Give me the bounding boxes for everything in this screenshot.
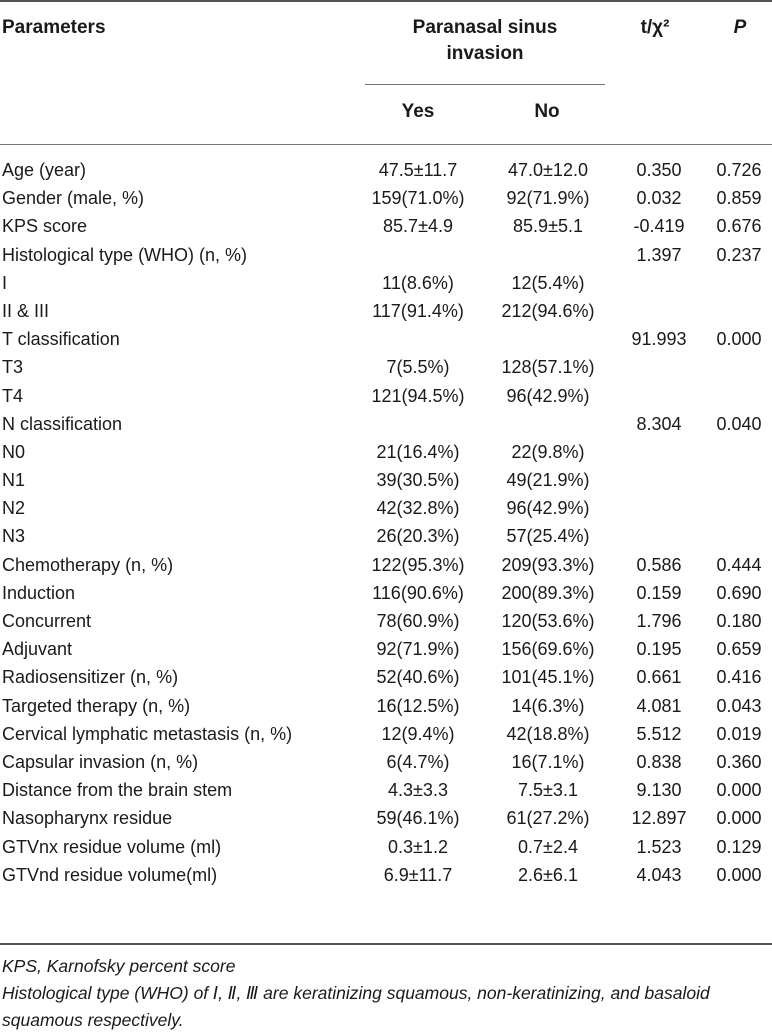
cell-parameter: Chemotherapy (n, %) [2,554,174,575]
cell-p-value: 0.360 [716,751,762,772]
table-row [0,833,772,861]
cell-no: 96(42.9%) [506,498,590,519]
cell-parameter: KPS score [2,216,88,237]
cell-parameter: Adjuvant [2,639,73,660]
cell-yes: 78(60.9%) [376,611,460,631]
cell-no: 49(21.9%) [506,470,590,491]
cell-statistic: 8.304 [636,413,682,434]
cell-no: 7.5±3.1 [518,780,578,801]
cell-p-value: 0.416 [716,667,762,688]
cell-no: 0.7±2.4 [518,836,578,857]
cell-no: 16(7.1%) [511,751,585,772]
table-row [0,325,772,353]
cell-statistic: -0.419 [633,216,685,237]
cell-yes: 117(91.4%) [372,300,464,321]
cell-yes: 159(71.0%) [371,188,465,209]
cell-no: 96(42.9%) [506,385,590,406]
cell-p-value: 0.043 [716,695,762,716]
header-yes: Yes [401,101,435,122]
cell-statistic: 4.081 [636,695,682,716]
table-row [0,494,772,522]
cell-statistic: 12.897 [631,808,687,829]
header-paranasal-sinus-invasion: Paranasal sinus invasion [412,17,558,64]
cell-yes: 12(9.4%) [381,723,455,744]
table-row [0,241,772,269]
cell-parameter: Nasopharynx residue [2,808,173,829]
cell-yes: 6(4.7%) [386,751,450,772]
cell-p-value: 0.444 [716,554,762,575]
cell-no: 42(18.8%) [506,723,590,744]
cell-p-value: 0.726 [716,160,762,180]
cell-yes: 121(94.5%) [371,385,465,406]
cell-parameter: T3 [2,357,24,378]
cell-parameter: N classification [2,413,123,434]
cell-parameter: Gender (male, %) [2,188,145,209]
cell-yes: 4.3±3.3 [388,780,448,801]
table-row [0,156,772,184]
cell-parameter: N1 [2,470,26,491]
cell-statistic: 4.043 [636,864,682,885]
cell-parameter: N2 [2,498,26,519]
header-p-value: P [733,17,747,38]
cell-no: 128(57.1%) [501,357,595,378]
cell-parameter: Age (year) [2,160,87,180]
cell-p-value: 0.000 [716,808,762,829]
cell-yes: 16(12.5%) [376,695,460,716]
cell-p-value: 0.000 [716,864,762,885]
cell-yes: 0.3±1.2 [388,836,448,857]
cell-no: 61(27.2%) [506,808,590,829]
cell-p-value: 0.659 [716,639,762,660]
cell-yes: 7(5.5%) [386,357,450,378]
table-row [0,382,772,410]
table-row [0,861,772,889]
cell-yes: 6.9±11.7 [383,864,453,885]
cell-no: 47.0±12.0 [508,160,588,180]
cell-statistic: 9.130 [636,780,682,801]
cell-parameter: Capsular invasion (n, %) [2,751,199,772]
cell-no: 200(89.3%) [501,582,595,603]
cell-no: 57(25.4%) [506,526,590,547]
table-row [0,663,772,691]
cell-no: 156(69.6%) [501,639,595,660]
table-row [0,522,772,550]
cell-p-value: 0.019 [716,723,762,744]
cell-no: 120(53.6%) [501,611,595,631]
cell-p-value: 0.859 [716,188,762,209]
cell-parameter: N3 [2,526,26,547]
header-parameters: Parameters [2,17,106,38]
table-row [0,776,772,804]
header-no: No [534,101,560,122]
cell-statistic: 91.993 [631,329,687,350]
cell-statistic: 1.397 [636,244,682,265]
cell-parameter: Distance from the brain stem [2,780,233,801]
cell-parameter: II & III [2,300,50,321]
table-row [0,748,772,776]
table-row [0,692,772,720]
cell-p-value: 0.690 [716,582,762,603]
cell-p-value: 0.000 [716,780,762,801]
table-row [0,579,772,607]
table-row [0,635,772,663]
table-body [0,156,772,889]
header-bottom-rule [0,144,772,145]
cell-yes: 85.7±4.9 [383,216,453,237]
footnote-kps: KPS, Karnofsky percent score [2,956,236,976]
cell-yes: 122(95.3%) [371,554,465,575]
cell-p-value: 0.129 [716,836,762,857]
table-row [0,353,772,381]
table-row [0,551,772,579]
cell-parameter: Histological type (WHO) (n, %) [2,244,248,265]
cell-parameter: Induction [2,582,76,603]
group-header-rule [365,84,605,85]
cell-statistic: 1.796 [636,611,682,631]
cell-no: 2.6±6.1 [518,864,578,885]
cell-yes: 47.5±11.7 [378,160,458,180]
header-test-statistic: t/χ² [640,17,670,38]
cell-yes: 21(16.4%) [376,441,460,462]
cell-no: 209(93.3%) [501,554,595,575]
cell-statistic: 5.512 [636,723,682,744]
cell-p-value: 0.040 [716,413,762,434]
cell-no: 14(6.3%) [511,695,585,716]
table-row [0,184,772,212]
cell-statistic: 0.586 [636,554,682,575]
cell-yes: 26(20.3%) [376,526,460,547]
cell-p-value: 0.000 [716,329,762,350]
cell-no: 92(71.9%) [506,188,590,209]
table-row [0,269,772,297]
cell-statistic: 0.032 [636,188,682,209]
table-top-rule [0,0,772,2]
table-row [0,212,772,240]
cell-yes: 52(40.6%) [376,667,460,688]
cell-parameter: GTVnd residue volume(ml) [2,864,218,885]
cell-parameter: N0 [2,441,26,462]
cell-p-value: 0.237 [716,244,762,265]
cell-yes: 92(71.9%) [376,639,460,660]
table-row [0,297,772,325]
cell-parameter: GTVnx residue volume (ml) [2,836,222,857]
cell-no: 85.9±5.1 [513,216,583,237]
table-row [0,438,772,466]
cell-statistic: 0.838 [636,751,682,772]
table-bottom-rule [0,943,772,945]
cell-parameter: Radiosensitizer (n, %) [2,667,179,688]
cell-statistic: 1.523 [636,836,682,857]
cell-p-value: 0.676 [716,216,762,237]
cell-statistic: 0.661 [636,667,682,688]
cell-yes: 59(46.1%) [376,808,460,829]
cell-yes: 11(8.6%) [382,272,454,293]
cell-statistic: 0.195 [636,639,682,660]
cell-parameter: Concurrent [2,611,92,631]
cell-parameter: Targeted therapy (n, %) [2,695,191,716]
footnote-histology: Histological type (WHO) of Ⅰ, Ⅱ, Ⅲ are keratinizing squamous, non-keratinizing, and basaloid squamous respectively. [2,983,710,1030]
cell-parameter: I [2,272,8,293]
table-row [0,410,772,438]
cell-yes: 42(32.8%) [376,498,460,519]
cell-parameter: T classification [2,329,120,350]
cell-yes: 116(90.6%) [372,582,464,603]
cell-no: 101(45.1%) [501,667,595,688]
cell-no: 22(9.8%) [511,441,585,462]
cell-yes: 39(30.5%) [376,470,460,491]
table-row [0,607,772,635]
cell-p-value: 0.180 [716,611,762,631]
cell-statistic: 0.159 [636,582,682,603]
cell-parameter: T4 [2,385,24,406]
table-row [0,720,772,748]
table-row [0,804,772,832]
cell-no: 12(5.4%) [511,272,585,293]
table-row [0,466,772,494]
cell-statistic: 0.350 [636,160,682,180]
cell-parameter: Cervical lymphatic metastasis (n, %) [2,723,293,744]
cell-no: 212(94.6%) [501,300,595,321]
